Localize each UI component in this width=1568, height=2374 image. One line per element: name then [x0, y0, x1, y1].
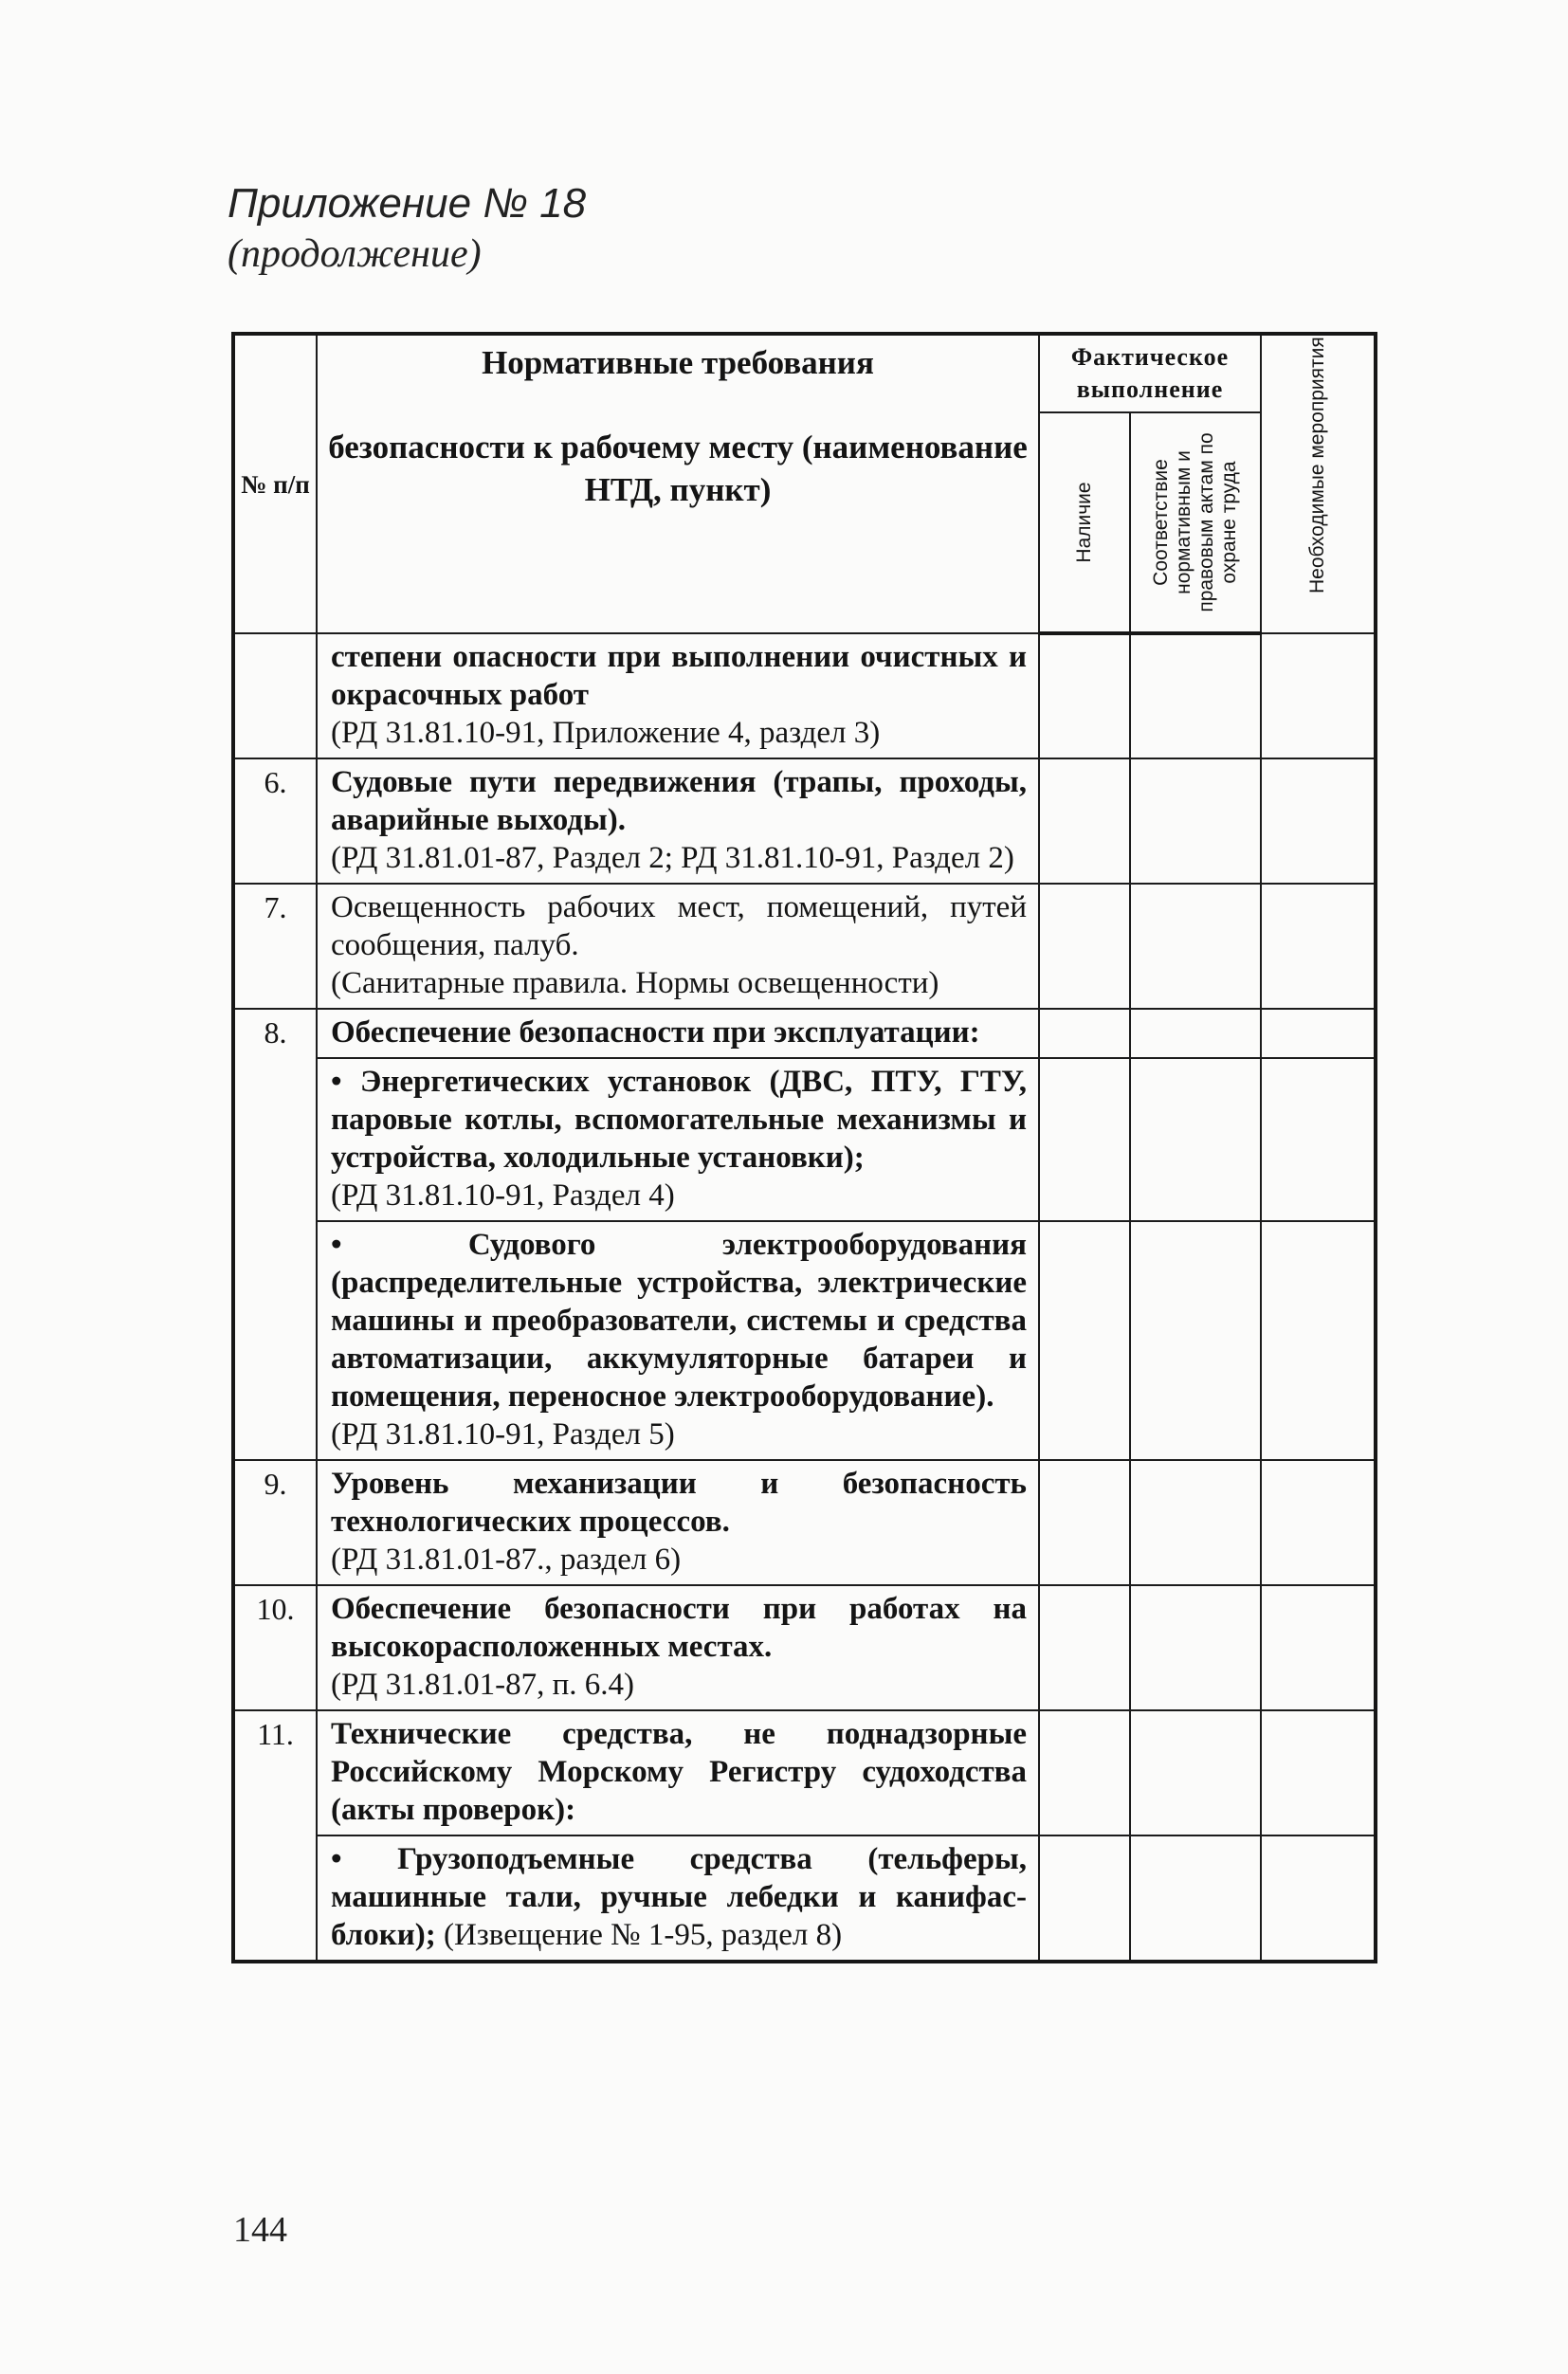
row-number: 8.: [233, 1009, 317, 1460]
cell-compliance: [1130, 1835, 1261, 1962]
row-number: 9.: [233, 1460, 317, 1585]
row-requirement: [317, 1009, 1039, 1058]
cell-measures: [1261, 758, 1376, 884]
row-requirement-text: Обеспечение безопасности при работах на высокорасположенных местах.: [331, 1592, 1027, 1664]
table-row: [233, 633, 1376, 758]
cell-measures: [1261, 1221, 1376, 1460]
row-requirement-text: Освещенность рабочих мест, помещений, путей сообщения, палуб.: [331, 890, 1027, 962]
row-requirement-text: • Грузоподъемные средства (тельферы, машинные тали, ручные лебедки и канифас-блоки);: [331, 1842, 1027, 1952]
row-requirement: [317, 1585, 1039, 1710]
column-header-measures: [1261, 334, 1376, 633]
appendix-subtitle: (продолжение): [228, 232, 482, 276]
row-reference: (Извещение № 1-95, раздел 8): [443, 1918, 843, 1952]
row-requirement: [317, 1460, 1039, 1585]
table-row: [233, 1835, 1376, 1962]
column-header-presence-label: Наличие: [1073, 482, 1095, 563]
column-header-measures-label: Необходимые мероприятия: [1306, 336, 1329, 594]
cell-presence: [1039, 758, 1130, 884]
cell-measures: [1261, 1835, 1376, 1962]
column-header-requirements-title: Нормативные требования: [482, 344, 874, 381]
cell-measures: [1261, 1710, 1376, 1835]
cell-measures: [1261, 633, 1376, 758]
row-reference: (РД 31.81.10-91, Раздел 4): [331, 1178, 675, 1213]
cell-presence: [1039, 1009, 1130, 1058]
cell-compliance: [1130, 633, 1261, 758]
cell-measures: [1261, 1460, 1376, 1585]
cell-compliance: [1130, 1585, 1261, 1710]
cell-compliance: [1130, 1058, 1261, 1221]
table-row: [233, 1710, 1376, 1835]
cell-compliance: [1130, 1710, 1261, 1835]
table-row: [233, 758, 1376, 884]
column-header-actual-execution: Фактическое выполнение: [1039, 334, 1261, 412]
row-requirement-text: степени опасности при выполнении очистных и окрасочных работ: [331, 640, 1027, 712]
cell-compliance: [1130, 1460, 1261, 1585]
page-number: 144: [233, 2210, 287, 2250]
row-number: 10.: [233, 1585, 317, 1710]
norms-table: [231, 332, 1377, 1963]
cell-presence: [1039, 1460, 1130, 1585]
cell-presence: [1039, 884, 1130, 1009]
column-header-compliance: [1130, 412, 1261, 633]
cell-presence: [1039, 1710, 1130, 1835]
column-header-requirements-desc: безопасности к рабочему месту (наименование НТД, пункт): [328, 429, 1028, 508]
cell-presence: [1039, 1585, 1130, 1710]
row-requirement: [317, 633, 1039, 758]
row-number: [233, 633, 317, 758]
table-row: [233, 1585, 1376, 1710]
row-requirement-text: Технические средства, не поднадзорные Российскому Морскому Регистру судоходства (акты проверок):: [331, 1717, 1027, 1827]
row-requirement-text: • Судового электрооборудования (распределительные устройства, электрические машины и преобразователи, системы и средства автоматизации, аккумуляторные батареи и помещения, переносное электрооборудование).: [331, 1228, 1027, 1414]
row-requirement: [317, 1058, 1039, 1221]
row-reference: (РД 31.81.01-87., раздел 6): [331, 1543, 682, 1577]
cell-compliance: [1130, 1221, 1261, 1460]
row-reference: (РД 31.81.01-87, п. 6.4): [331, 1668, 635, 1702]
row-requirement-text: Обеспечение безопасности при эксплуатации:: [331, 1015, 980, 1050]
row-reference: (РД 31.81.01-87, Раздел 2; РД 31.81.10-91, Раздел 2): [331, 841, 1014, 875]
row-requirement: [317, 884, 1039, 1009]
cell-presence: [1039, 633, 1130, 758]
cell-presence: [1039, 1221, 1130, 1460]
cell-compliance: [1130, 758, 1261, 884]
column-header-requirements: [317, 334, 1039, 633]
column-header-presence: [1039, 412, 1130, 633]
row-requirement-text: • Энергетических установок (ДВС, ПТУ, ГТУ, паровые котлы, вспомогательные механизмы и устройства, холодильные установки);: [331, 1065, 1027, 1175]
row-requirement-text: Уровень механизации и безопасность технологических процессов.: [331, 1467, 1027, 1539]
row-requirement: [317, 1710, 1039, 1835]
cell-compliance: [1130, 1009, 1261, 1058]
cell-compliance: [1130, 884, 1261, 1009]
row-reference: (РД 31.81.10-91, Раздел 5): [331, 1417, 675, 1452]
table-row: [233, 1221, 1376, 1460]
cell-measures: [1261, 1058, 1376, 1221]
cell-presence: [1039, 1058, 1130, 1221]
row-number: 11.: [233, 1710, 317, 1962]
column-header-num: № п/п: [233, 334, 317, 633]
row-reference: (РД 31.81.10-91, Приложение 4, раздел 3): [331, 716, 881, 750]
row-reference: (Санитарные правила. Нормы освещенности): [331, 966, 939, 1000]
table-row: [233, 1009, 1376, 1058]
row-requirement: [317, 758, 1039, 884]
row-requirement: [317, 1221, 1039, 1460]
header-row-top: [233, 334, 1376, 412]
row-number: 7.: [233, 884, 317, 1009]
cell-measures: [1261, 1009, 1376, 1058]
table-row: [233, 884, 1376, 1009]
row-number: 6.: [233, 758, 317, 884]
row-requirement: [317, 1835, 1039, 1962]
appendix-title: Приложение № 18: [228, 180, 587, 227]
table-row: [233, 1058, 1376, 1221]
cell-presence: [1039, 1835, 1130, 1962]
row-requirement-text: Судовые пути передвижения (трапы, проходы, аварийные выходы).: [331, 765, 1027, 837]
table-row: [233, 1460, 1376, 1585]
column-header-compliance-label: Соответствие нормативным и правовым актам по охране труда: [1150, 432, 1240, 612]
cell-measures: [1261, 1585, 1376, 1710]
cell-measures: [1261, 884, 1376, 1009]
